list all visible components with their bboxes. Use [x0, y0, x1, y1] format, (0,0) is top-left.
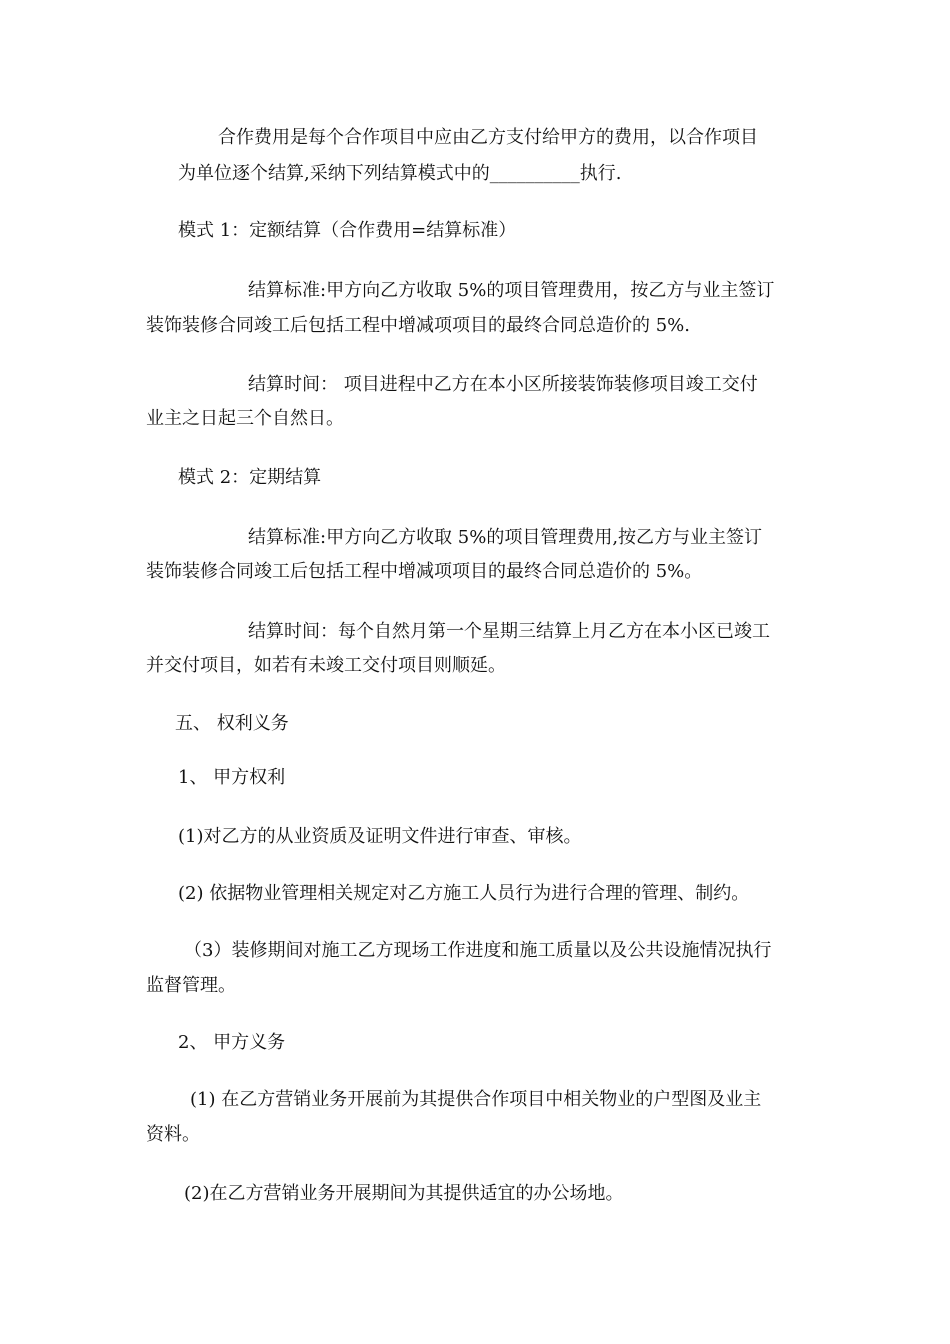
text-line: 监督管理。	[146, 975, 236, 996]
section-heading: 五、 权利义务	[175, 713, 289, 734]
text-line: 为单位逐个结算,采纳下列结算模式中的__________执行.	[178, 163, 622, 184]
text-line: (2)在乙方营销业务开展期间为其提供适宜的办公场地。	[184, 1183, 624, 1204]
text-line: 装饰装修合同竣工后包括工程中增减项项目的最终合同总造价的 5%.	[146, 315, 690, 336]
text-line: (2) 依据物业管理相关规定对乙方施工人员行为进行合理的管理、制约。	[178, 883, 750, 904]
text-line: (1) 在乙方营销业务开展前为其提供合作项目中相关物业的户型图及业主	[190, 1089, 762, 1110]
subsection-heading: 1、 甲方权利	[178, 767, 286, 788]
text-line: 并交付项目，如若有未竣工交付项目则顺延。	[146, 655, 506, 676]
text-line: 结算标准:甲方向乙方收取 5%的项目管理费用，按乙方与业主签订	[248, 280, 775, 301]
text-line: 结算时间： 项目进程中乙方在本小区所接装饰装修项目竣工交付	[248, 374, 758, 395]
text-line: 合作费用是每个合作项目中应由乙方支付给甲方的费用，以合作项目	[218, 127, 758, 148]
text-line: 资料。	[146, 1124, 200, 1145]
text-line: 结算时间：每个自然月第一个星期三结算上月乙方在本小区已竣工	[248, 621, 770, 642]
text-line: (1)对乙方的从业资质及证明文件进行审查、审核。	[178, 826, 582, 847]
text-line: （3）装修期间对施工乙方现场工作进度和施工质量以及公共设施情况执行	[184, 940, 772, 961]
text-line: 结算标准:甲方向乙方收取 5%的项目管理费用,按乙方与业主签订	[248, 527, 763, 548]
text-line: 模式 2：定期结算	[178, 467, 322, 488]
subsection-heading: 2、 甲方义务	[178, 1032, 286, 1053]
text-line: 业主之日起三个自然日。	[146, 408, 344, 429]
text-line: 模式 1：定额结算（合作费用=结算标准）	[178, 220, 517, 241]
text-line: 装饰装修合同竣工后包括工程中增减项项目的最终合同总造价的 5%。	[146, 561, 703, 582]
